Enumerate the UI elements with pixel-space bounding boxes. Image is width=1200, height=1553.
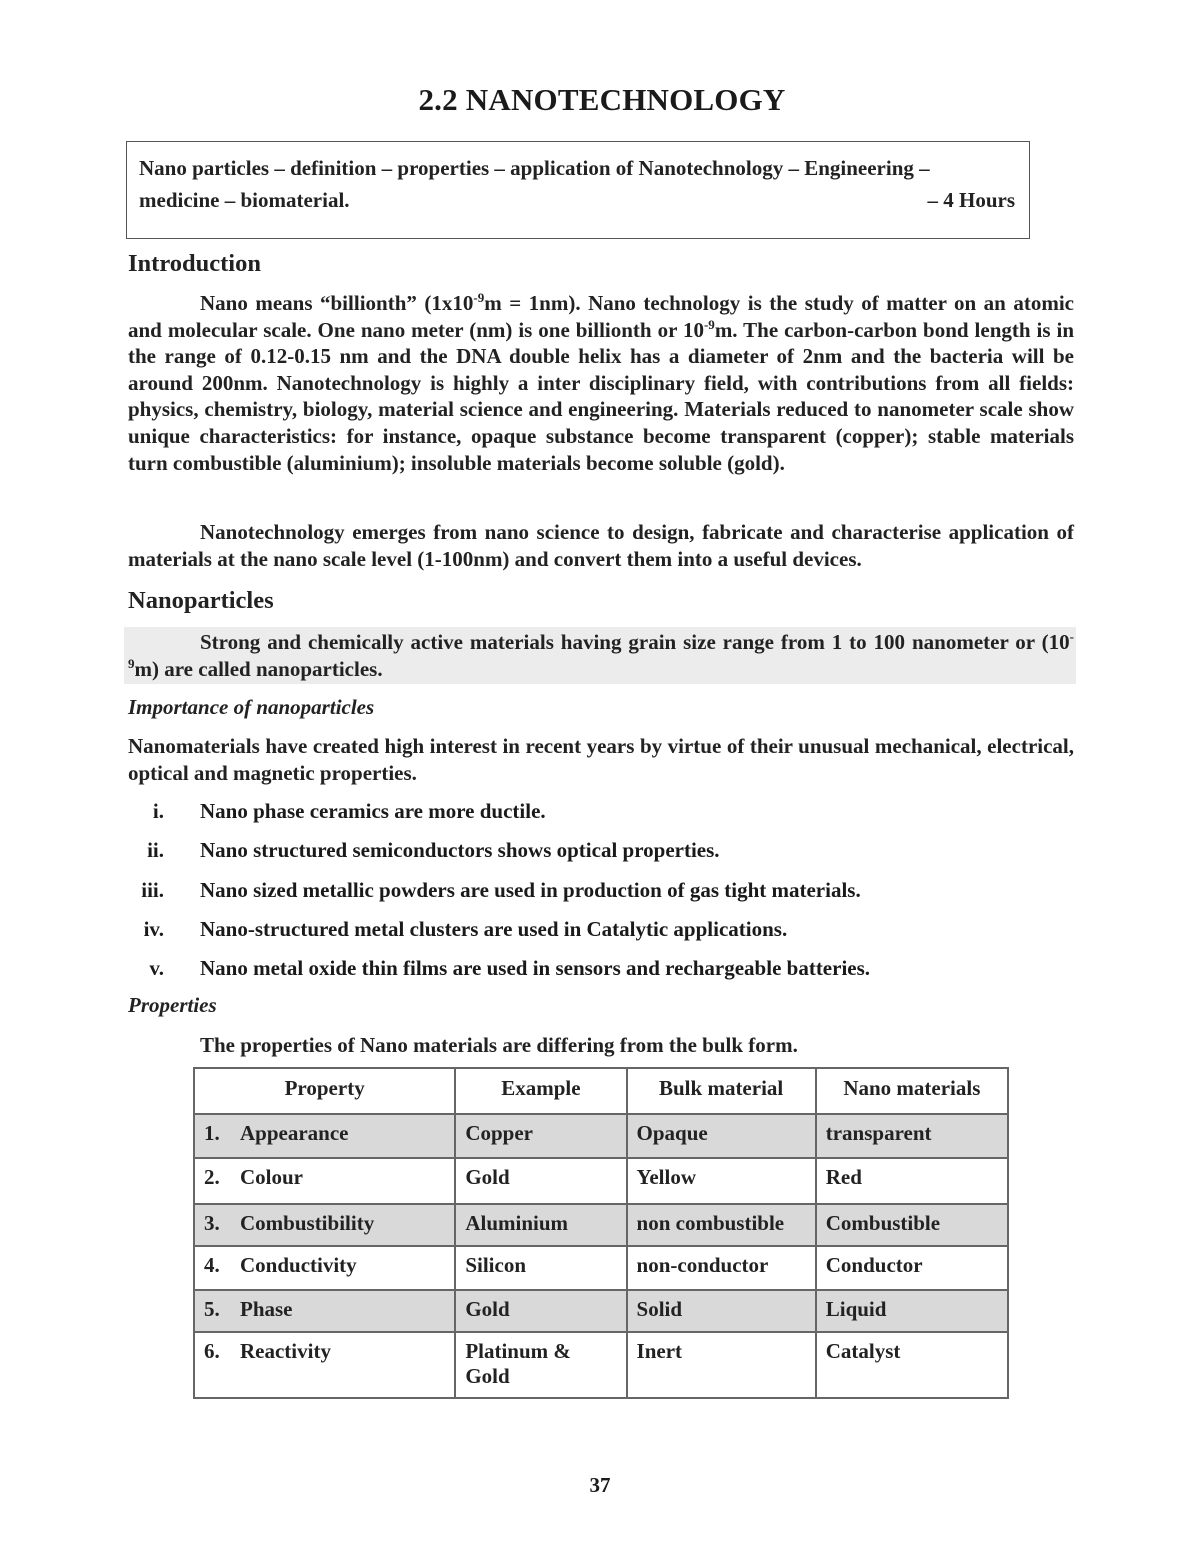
table-row [194, 1158, 1008, 1204]
nano-cell: Liquid [816, 1290, 1008, 1332]
property-cell: 6. Reactivity [194, 1332, 455, 1398]
property-cell: 2. Colour [194, 1158, 455, 1204]
example-cell: Gold [455, 1290, 626, 1332]
table-row [194, 1246, 1008, 1290]
column-header: Bulk material [627, 1068, 816, 1114]
example-cell: Platinum & Gold [455, 1332, 626, 1398]
nanoparticles-definition: Strong and chemically active materials having grain size range from 1 to 100 nanometer or $(10^{-9}m)$ are called nanoparticles. [128, 629, 1074, 681]
example-cell: Aluminium [455, 1204, 626, 1246]
syllabus-box [126, 141, 1030, 239]
example-cell: Gold [455, 1158, 626, 1204]
importance-paragraph: Nanomaterials have created high interest in recent years by virtue of their unusual mechanical, electrical, optical and magnetic properties. [128, 734, 1074, 785]
property-cell: 5. Phase [194, 1290, 455, 1332]
importance-subheading: Importance of nanoparticles [128, 695, 375, 719]
bulk-cell: non-conductor [627, 1246, 816, 1290]
introduction-paragraph-1: Nano means “billionth” $(1x10^{-9}m = 1nm)$. Nano technology is the study of matter on an atomic and molecular scale. One nano meter (nm) is one billionth or $10^{-9}m$. The carbon-carbon bond length is in the range of 0.12-0.15 nm and the DNA double helix has a diameter of 2nm and the bacteria will be around 200nm. Nanotechnology is highly a inter disciplinary field, with contributions from all fields: physics, chemistry, biology, material science and engineering. Materials reduced to nanometer scale show unique characteristics: for instance, opaque substance become transparent (copper); stable materials turn combustible (aluminium); insoluble materials become soluble (gold). [128, 290, 1074, 475]
column-header: Property [194, 1068, 455, 1114]
property-cell: 3. Combustibility [194, 1204, 455, 1246]
nano-cell: Catalyst [816, 1332, 1008, 1398]
table-row [194, 1114, 1008, 1158]
properties-table [193, 1067, 1009, 1399]
introduction-paragraph-2: Nanotechnology emerges from nano science to design, fabricate and characterise application of materials at the nano scale level (1-100nm) and convert them into a useful devices. [128, 520, 1074, 571]
table-row [194, 1332, 1008, 1398]
example-cell: Copper [455, 1114, 626, 1158]
bulk-cell: Yellow [627, 1158, 816, 1204]
column-header: Nano materials [816, 1068, 1008, 1114]
nano-cell: transparent [816, 1114, 1008, 1158]
properties-intro: The properties of Nano materials are differing from the bulk form. [200, 1033, 798, 1057]
page-number: 37 [589, 1473, 611, 1497]
table-row [194, 1204, 1008, 1246]
bulk-cell: Inert [627, 1332, 816, 1398]
table-header-row [194, 1068, 1008, 1114]
nano-cell: Combustible [816, 1204, 1008, 1246]
property-cell: 1. Appearance [194, 1114, 455, 1158]
page-title: 2.2 NANOTECHNOLOGY [418, 82, 786, 117]
bulk-cell: Solid [627, 1290, 816, 1332]
nano-cell: Conductor [816, 1246, 1008, 1290]
property-cell: 4. Conductivity [194, 1246, 455, 1290]
bulk-cell: Opaque [627, 1114, 816, 1158]
properties-subheading: Properties [128, 993, 217, 1017]
table-row [194, 1290, 1008, 1332]
syllabus-hours: – 4 Hours [927, 188, 1015, 212]
nanoparticles-heading: Nanoparticles [128, 587, 274, 614]
bulk-cell: non combustible [627, 1204, 816, 1246]
syllabus-text: Nano particles – definition – properties – application of Nanotechnology – Engineering – medicine – biomaterial. [139, 156, 930, 212]
example-cell: Silicon [455, 1246, 626, 1290]
column-header: Example [455, 1068, 626, 1114]
introduction-heading: Introduction [128, 250, 261, 277]
nano-cell: Red [816, 1158, 1008, 1204]
